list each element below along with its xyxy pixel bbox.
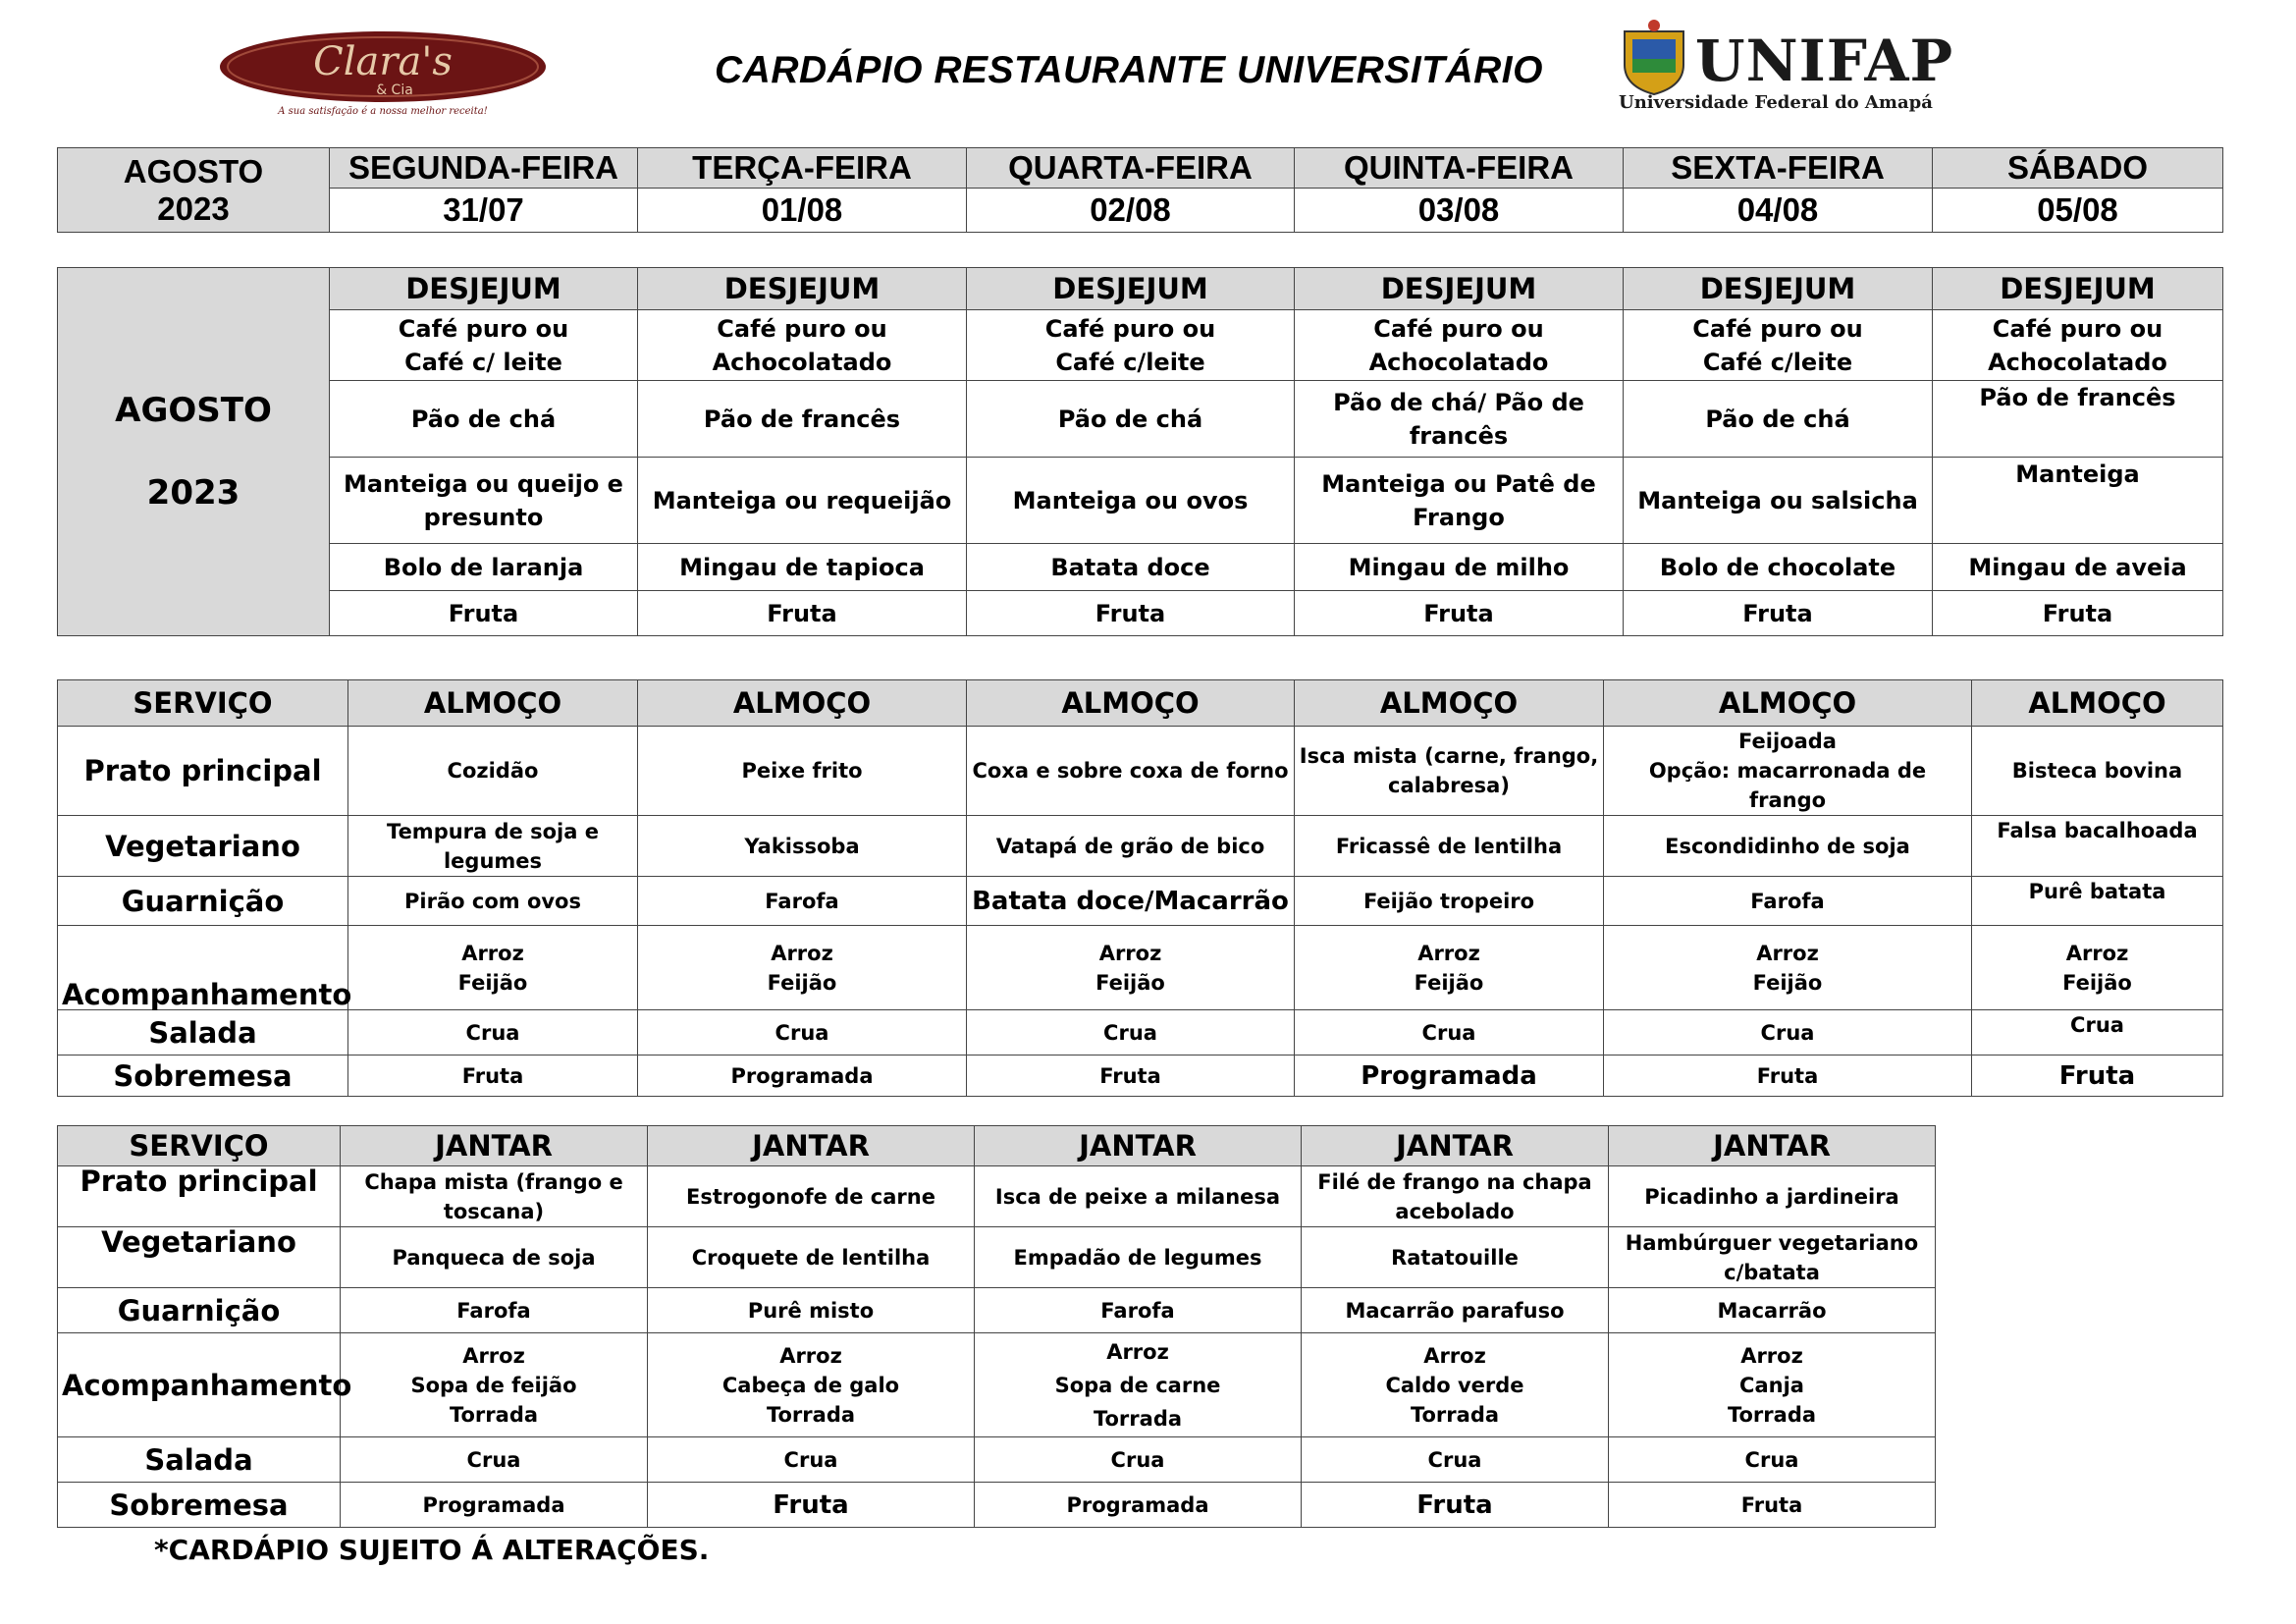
dinner-cell: Hambúrguer vegetariano c/batata	[1609, 1227, 1936, 1288]
lunch-cell: Crua	[638, 1010, 967, 1056]
day-name: SEXTA-FEIRA	[1624, 148, 1933, 189]
lunch-row-label: Salada	[58, 1010, 348, 1056]
breakfast-cell: Mingau de aveia	[1933, 544, 2223, 591]
dinner-cell: Programada	[341, 1483, 648, 1528]
breakfast-cell: Manteiga ou salsicha	[1624, 458, 1933, 544]
breakfast-cell: Bolo de laranja	[330, 544, 638, 591]
dinner-cell: Fruta	[1609, 1483, 1936, 1528]
lunch-row-vegetarian	[58, 816, 2223, 877]
lunch-row-accompaniment	[58, 926, 2223, 1010]
breakfast-cell: Fruta	[1295, 591, 1624, 636]
lunch-table	[57, 679, 2223, 1097]
lunch-cell: Farofa	[1604, 877, 1972, 926]
dinner-row-label: Guarnição	[58, 1288, 341, 1333]
dinner-cell: Crua	[1302, 1437, 1609, 1483]
dinner-row-side	[58, 1288, 1936, 1333]
dinner-cell: Crua	[341, 1437, 648, 1483]
dinner-cell: Arroz Sopa de feijão Torrada	[341, 1333, 648, 1437]
lunch-row-dessert	[58, 1056, 2223, 1097]
dinner-cell: Ratatouille	[1302, 1227, 1609, 1288]
breakfast-table	[57, 267, 2223, 636]
breakfast-cell: Café puro ou Café c/leite	[967, 310, 1295, 381]
day-date: 04/08	[1624, 189, 1933, 233]
breakfast-row-extra	[58, 544, 2223, 591]
lunch-cell: Fruta	[1972, 1056, 2223, 1097]
lunch-row-label: Prato principal	[58, 727, 348, 816]
dinner-cell: Estrogonofe de carne	[648, 1166, 975, 1227]
breakfast-cell: Fruta	[330, 591, 638, 636]
dinner-row-label: Vegetariano	[58, 1227, 341, 1288]
lunch-cell: Isca mista (carne, frango, calabresa)	[1295, 727, 1604, 816]
breakfast-cell: Pão de francês	[1933, 381, 2223, 458]
breakfast-cell: Café puro ou Café c/ leite	[330, 310, 638, 381]
lunch-cell: Falsa bacalhoada	[1972, 816, 2223, 877]
unifap-crest-icon	[1619, 18, 1689, 96]
lunch-cell: Feijoada Opção: macarronada de frango	[1604, 727, 1972, 816]
lunch-header: ALMOÇO	[967, 680, 1295, 727]
day-name: QUARTA-FEIRA	[967, 148, 1295, 189]
lunch-cell: Programada	[1295, 1056, 1604, 1097]
dinner-row-label: Salada	[58, 1437, 341, 1483]
lunch-row-label: Vegetariano	[58, 816, 348, 877]
dinner-row-label: Acompanhamento	[58, 1333, 341, 1437]
breakfast-cell: Mingau de tapioca	[638, 544, 967, 591]
lunch-cell: Yakissoba	[638, 816, 967, 877]
dinner-cell: Filé de frango na chapa acebolado	[1302, 1166, 1609, 1227]
lunch-cell: Vatapá de grão de bico	[967, 816, 1295, 877]
dinner-cell: Crua	[975, 1437, 1302, 1483]
lunch-header: ALMOÇO	[1604, 680, 1972, 727]
dinner-row-accompaniment	[58, 1333, 1936, 1437]
lunch-service-label: SERVIÇO	[58, 680, 348, 727]
lunch-header: ALMOÇO	[348, 680, 638, 727]
lunch-cell: Crua	[967, 1010, 1295, 1056]
dinner-cell: Empadão de legumes	[975, 1227, 1302, 1288]
page-title: CARDÁPIO RESTAURANTE UNIVERSITÁRIO	[715, 49, 1543, 91]
dinner-cell: Isca de peixe a milanesa	[975, 1166, 1302, 1227]
lunch-cell: Arroz Feijão	[1604, 926, 1972, 1010]
lunch-cell: Pirão com ovos	[348, 877, 638, 926]
lunch-row-main	[58, 727, 2223, 816]
dinner-cell: Farofa	[341, 1288, 648, 1333]
lunch-cell: Crua	[1972, 1010, 2223, 1056]
day-date: 02/08	[967, 189, 1295, 233]
claras-logo-name: Clara's	[313, 39, 453, 84]
dates-month-label: AGOSTO 2023	[58, 148, 330, 233]
breakfast-header: DESJEJUM	[967, 268, 1295, 310]
dinner-cell: Arroz Cabeça de galo Torrada	[648, 1333, 975, 1437]
lunch-cell: Feijão tropeiro	[1295, 877, 1604, 926]
dinner-row-salad	[58, 1437, 1936, 1483]
lunch-cell: Cozidão	[348, 727, 638, 816]
claras-logo-slogan: A sua satisfação é a nossa melhor receita!	[278, 106, 488, 116]
breakfast-month-label: AGOSTO 2023	[58, 268, 330, 636]
lunch-cell: Arroz Feijão	[1295, 926, 1604, 1010]
day-date: 31/07	[330, 189, 638, 233]
dinner-cell: Picadinho a jardineira	[1609, 1166, 1936, 1227]
breakfast-cell: Pão de francês	[638, 381, 967, 458]
breakfast-cell: Fruta	[1624, 591, 1933, 636]
lunch-cell: Arroz Feijão	[967, 926, 1295, 1010]
lunch-cell: Crua	[348, 1010, 638, 1056]
breakfast-cell: Mingau de milho	[1295, 544, 1624, 591]
dinner-cell: Crua	[1609, 1437, 1936, 1483]
breakfast-cell: Pão de chá	[330, 381, 638, 458]
dinner-cell: Crua	[648, 1437, 975, 1483]
unifap-logo	[1615, 18, 1968, 116]
unifap-subtitle: Universidade Federal do Amapá	[1619, 92, 1933, 113]
breakfast-header: DESJEJUM	[638, 268, 967, 310]
day-date: 05/08	[1933, 189, 2223, 233]
breakfast-header: DESJEJUM	[1295, 268, 1624, 310]
dinner-row-vegetarian	[58, 1227, 1936, 1288]
lunch-cell: Arroz Feijão	[348, 926, 638, 1010]
breakfast-cell: Pão de chá/ Pão de francês	[1295, 381, 1624, 458]
breakfast-cell: Manteiga	[1933, 458, 2223, 544]
breakfast-cell: Pão de chá	[1624, 381, 1933, 458]
dinner-header: JANTAR	[341, 1126, 648, 1166]
lunch-cell: Programada	[638, 1056, 967, 1097]
breakfast-cell: Bolo de chocolate	[1624, 544, 1933, 591]
dinner-row-label: Sobremesa	[58, 1483, 341, 1528]
lunch-header: ALMOÇO	[638, 680, 967, 727]
claras-logo-sub: & Cia	[376, 82, 413, 98]
dinner-table	[57, 1125, 1936, 1528]
dinner-cell: Panqueca de soja	[341, 1227, 648, 1288]
lunch-cell: Arroz Feijão	[1972, 926, 2223, 1010]
dinner-cell: Fruta	[1302, 1483, 1609, 1528]
lunch-cell: Escondidinho de soja	[1604, 816, 1972, 877]
day-date: 01/08	[638, 189, 967, 233]
breakfast-cell: Café puro ou Achocolatado	[638, 310, 967, 381]
breakfast-header: DESJEJUM	[330, 268, 638, 310]
breakfast-row-bread	[58, 381, 2223, 458]
footnote: *CARDÁPIO SUJEITO Á ALTERAÇÕES.	[154, 1534, 710, 1566]
dinner-service-label: SERVIÇO	[58, 1126, 341, 1166]
breakfast-header: DESJEJUM	[1624, 268, 1933, 310]
lunch-cell: Fricassê de lentilha	[1295, 816, 1604, 877]
dinner-cell: Farofa	[975, 1288, 1302, 1333]
breakfast-cell: Café puro ou Café c/leite	[1624, 310, 1933, 381]
dinner-cell: Croquete de lentilha	[648, 1227, 975, 1288]
dinner-header: JANTAR	[648, 1126, 975, 1166]
breakfast-cell: Pão de chá	[967, 381, 1295, 458]
breakfast-cell: Manteiga ou Patê de Frango	[1295, 458, 1624, 544]
lunch-cell: Crua	[1604, 1010, 1972, 1056]
breakfast-header: DESJEJUM	[1933, 268, 2223, 310]
day-name: TERÇA-FEIRA	[638, 148, 967, 189]
lunch-cell: Coxa e sobre coxa de forno	[967, 727, 1295, 816]
dinner-header: JANTAR	[1609, 1126, 1936, 1166]
breakfast-cell: Fruta	[638, 591, 967, 636]
lunch-row-label: Sobremesa	[58, 1056, 348, 1097]
breakfast-cell: Fruta	[967, 591, 1295, 636]
breakfast-cell: Manteiga ou queijo e presunto	[330, 458, 638, 544]
lunch-row-salad	[58, 1010, 2223, 1056]
dinner-cell: Purê misto	[648, 1288, 975, 1333]
dinner-cell: Macarrão parafuso	[1302, 1288, 1609, 1333]
dates-table	[57, 147, 2223, 233]
dinner-cell: Arroz Canja Torrada	[1609, 1333, 1936, 1437]
dinner-cell: Arroz Sopa de carne Torrada	[975, 1333, 1302, 1437]
day-date: 03/08	[1295, 189, 1624, 233]
breakfast-cell: Batata doce	[967, 544, 1295, 591]
lunch-row-label: Acompanhamento	[58, 926, 348, 1010]
dinner-header: JANTAR	[1302, 1126, 1609, 1166]
dinner-row-label: Prato principal	[58, 1166, 341, 1227]
breakfast-row-fruit	[58, 591, 2223, 636]
dinner-header: JANTAR	[975, 1126, 1302, 1166]
lunch-cell: Peixe frito	[638, 727, 967, 816]
dinner-cell: Programada	[975, 1483, 1302, 1528]
breakfast-cell: Café puro ou Achocolatado	[1933, 310, 2223, 381]
dinner-cell: Fruta	[648, 1483, 975, 1528]
breakfast-row-spread	[58, 458, 2223, 544]
lunch-cell: Tempura de soja e legumes	[348, 816, 638, 877]
breakfast-cell: Manteiga ou requeijão	[638, 458, 967, 544]
breakfast-cell: Fruta	[1933, 591, 2223, 636]
lunch-row-label: Guarnição	[58, 877, 348, 926]
lunch-cell: Crua	[1295, 1010, 1604, 1056]
lunch-cell: Purê batata	[1972, 877, 2223, 926]
breakfast-cell: Manteiga ou ovos	[967, 458, 1295, 544]
lunch-cell: Arroz Feijão	[638, 926, 967, 1010]
dinner-cell: Macarrão	[1609, 1288, 1936, 1333]
dinner-row-main	[58, 1166, 1936, 1227]
lunch-header: ALMOÇO	[1972, 680, 2223, 727]
day-name: SEGUNDA-FEIRA	[330, 148, 638, 189]
lunch-header: ALMOÇO	[1295, 680, 1604, 727]
day-name: SÁBADO	[1933, 148, 2223, 189]
unifap-name: UNIFAP	[1695, 27, 1954, 94]
breakfast-row-drink	[58, 310, 2223, 381]
breakfast-cell: Café puro ou Achocolatado	[1295, 310, 1624, 381]
day-name: QUINTA-FEIRA	[1295, 148, 1624, 189]
dinner-row-dessert	[58, 1483, 1936, 1528]
lunch-cell: Fruta	[967, 1056, 1295, 1097]
lunch-cell: Batata doce/Macarrão	[967, 877, 1295, 926]
lunch-cell: Farofa	[638, 877, 967, 926]
lunch-cell: Fruta	[1604, 1056, 1972, 1097]
claras-logo	[218, 29, 548, 116]
dinner-cell: Chapa mista (frango e toscana)	[341, 1166, 648, 1227]
lunch-row-side	[58, 877, 2223, 926]
lunch-cell: Fruta	[348, 1056, 638, 1097]
lunch-cell: Bisteca bovina	[1972, 727, 2223, 816]
dinner-cell: Arroz Caldo verde Torrada	[1302, 1333, 1609, 1437]
